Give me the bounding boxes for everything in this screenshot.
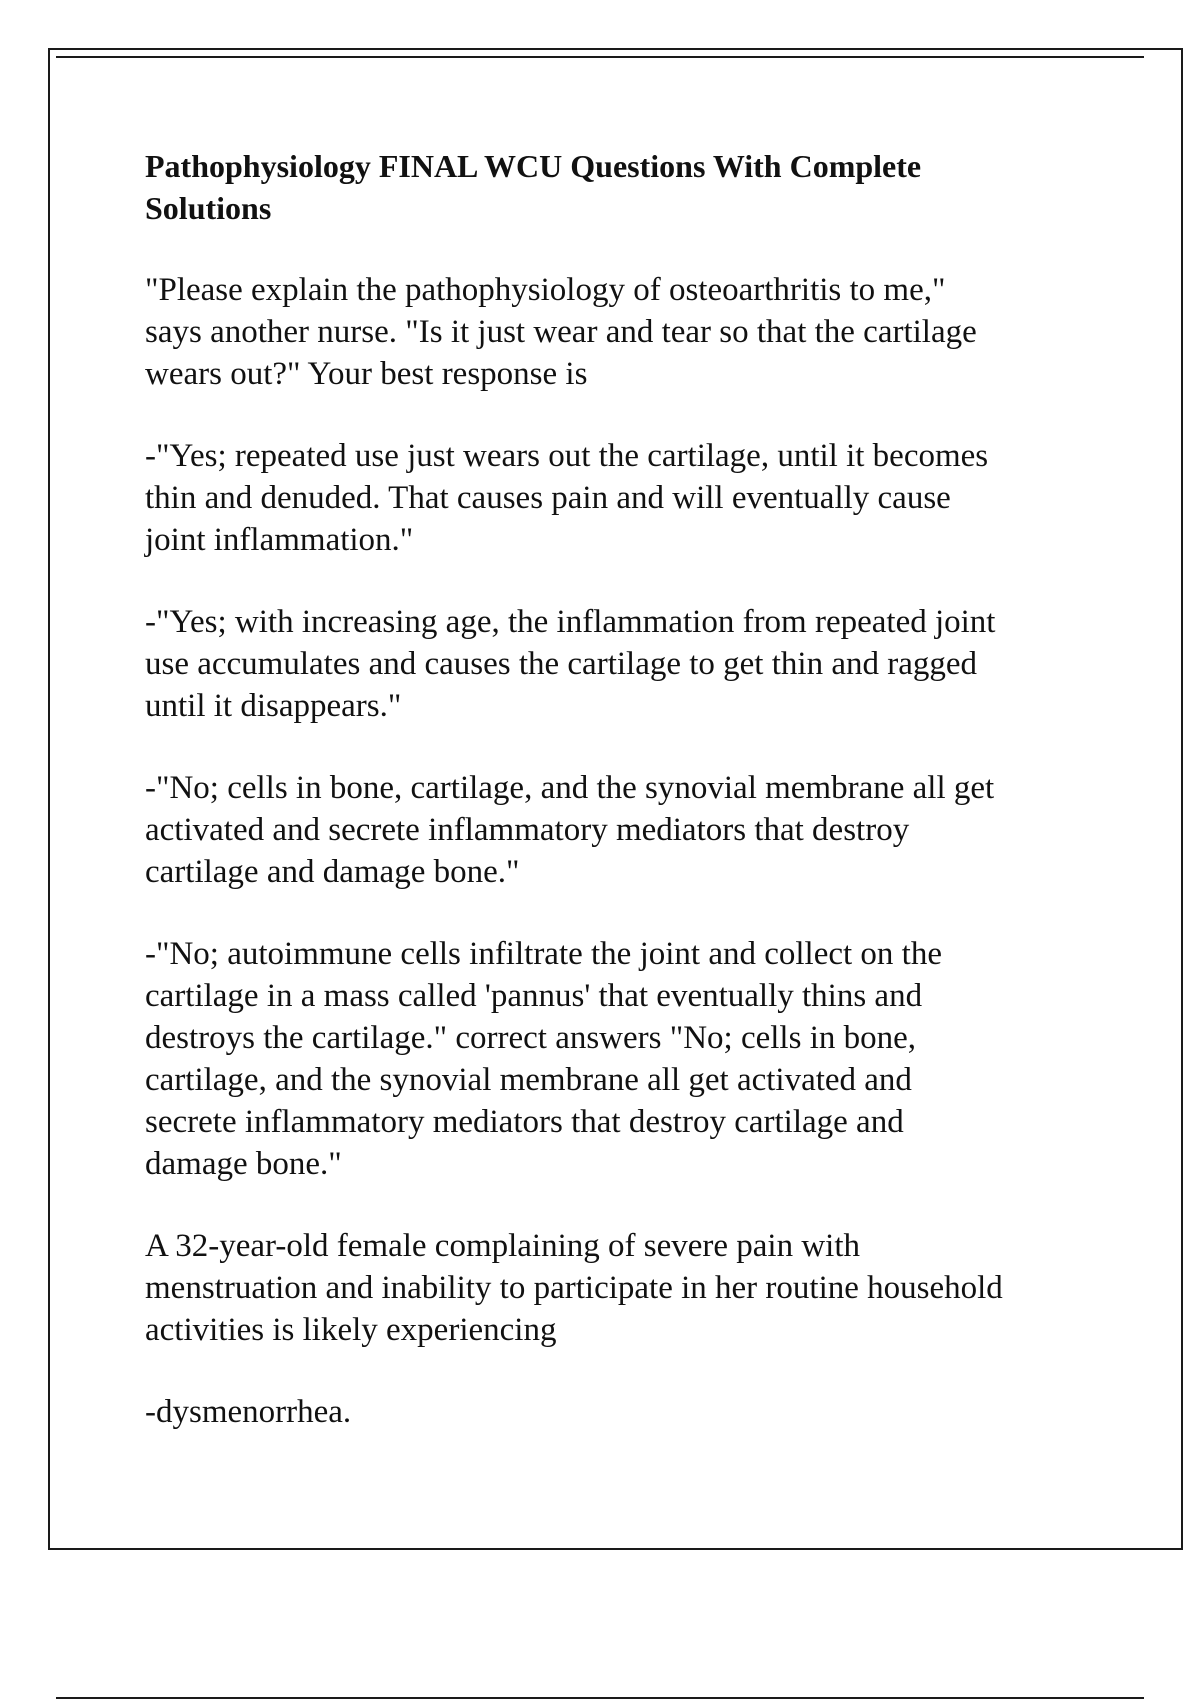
question-osteoarthritis: "Please explain the pathophysiology of osteoarthritis to me," says another nurse. "Is it just wear and tear so that the cartilage wears out?" Your best response is: [145, 272, 977, 392]
answer-option-3: -"No; cells in bone, cartilage, and the synovial membrane all get activated and secrete inflammatory mediators that destroy cartilage and damage bone.": [145, 770, 995, 890]
answer-dysmenorrhea: -dysmenorrhea.: [145, 1394, 352, 1430]
answer-option-4-with-correct-answer: -"No; autoimmune cells infiltrate the joint and collect on the cartilage in a mass called 'pannus' that eventually thins and destroys the cartilage." correct answers "No; cells in bone, cartilage, and the synovial membrane all get activated and secrete inflammatory mediators that destroy cartilage and damage bone.": [145, 936, 942, 1182]
question-dysmenorrhea: A 32-year-old female complaining of severe pain with menstruation and inability to participate in her routine household activities is likely experiencing: [145, 1228, 1003, 1348]
document-title-line-1: Pathophysiology FINAL WCU Questions With Complete: [145, 148, 922, 184]
answer-option-2: -"Yes; with increasing age, the inflammation from repeated joint use accumulates and causes the cartilage to get thin and ragged until it disappears.": [145, 604, 996, 724]
document-body: [145, 145, 1105, 1473]
bottom-rule: [56, 1697, 1144, 1699]
document-title-line-2: Solutions: [145, 190, 272, 226]
document-title: [145, 145, 1105, 229]
answer-option-1: -"Yes; repeated use just wears out the cartilage, until it becomes thin and denuded. That causes pain and will eventually cause joint inflammation.": [145, 438, 989, 558]
